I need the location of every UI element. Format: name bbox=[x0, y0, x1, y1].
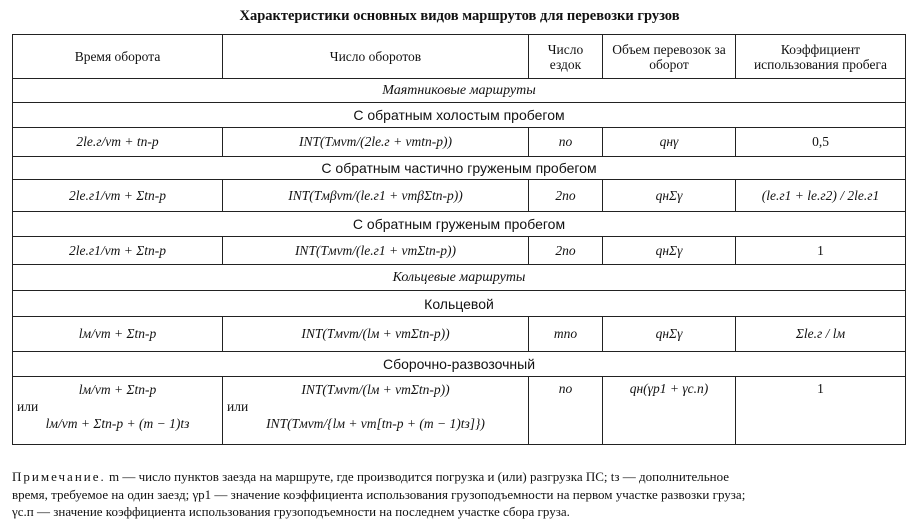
header-row bbox=[13, 35, 906, 79]
routes-table bbox=[12, 34, 906, 445]
cell-coef: (lе.г1 + lе.г2) / 2lе.г1 bbox=[736, 180, 906, 212]
cell-volume: qнγ bbox=[603, 128, 736, 157]
time-formula-1: lм/vт + Σtп-р bbox=[78, 382, 157, 397]
section-row bbox=[13, 352, 906, 377]
cell-coef: Σlе.г / lм bbox=[736, 317, 906, 352]
cell-coef: 1 bbox=[736, 237, 906, 265]
cell-volume: qнΣγ bbox=[603, 237, 736, 265]
section-row bbox=[13, 103, 906, 128]
note-lead: Примечание. bbox=[12, 469, 106, 484]
table-row bbox=[13, 180, 906, 212]
note-text-1: m — число пунктов заезда на маршруте, где производится погрузка и (или) разгрузка ПС; tз — дополнительное bbox=[109, 469, 730, 484]
table-row bbox=[13, 377, 906, 445]
section-collect: Сборочно-развозочный bbox=[13, 352, 906, 377]
cell-coef: 0,5 bbox=[736, 128, 906, 157]
cell-count bbox=[223, 377, 529, 445]
section-ring-routes: Кольцевые маршруты bbox=[13, 265, 906, 291]
cell-time: 2lе.г1/vт + Σtп-р bbox=[13, 237, 223, 265]
time-formula-2: lм/vт + Σtп-р + (m − 1)tз bbox=[45, 416, 190, 431]
cell-count: INT(Tмvт/(lе.г1 + vтΣtп-р)) bbox=[223, 237, 529, 265]
count-formula-2: INT(Tмvт/{lм + vт[tп-р + (m − 1)tз]}) bbox=[266, 416, 485, 431]
cell-time: lм/vт + Σtп-р bbox=[13, 317, 223, 352]
header-count: Число оборотов bbox=[223, 35, 529, 79]
section-loaded: С обратным груженым пробегом bbox=[13, 212, 906, 237]
section-row bbox=[13, 157, 906, 180]
cell-trips: mnо bbox=[529, 317, 603, 352]
table-row bbox=[13, 237, 906, 265]
cell-trips: nо bbox=[529, 377, 603, 445]
section-row bbox=[13, 79, 906, 103]
section-row bbox=[13, 265, 906, 291]
cell-volume: qнΣγ bbox=[603, 180, 736, 212]
section-partial: С обратным частично груженым пробегом bbox=[13, 157, 906, 180]
section-pendulum: Маятниковые маршруты bbox=[13, 79, 906, 103]
count-formula-1: INT(Tмvт/(lм + vтΣtп-р)) bbox=[301, 382, 450, 397]
note-line-1 bbox=[12, 468, 907, 486]
cell-count: INT(Tмβvт/(lе.г1 + vтβΣtп-р)) bbox=[223, 180, 529, 212]
section-row bbox=[13, 291, 906, 317]
cell-trips: nо bbox=[529, 128, 603, 157]
cell-time: 2lе.г1/vт + Σtп-р bbox=[13, 180, 223, 212]
or-label: или bbox=[227, 399, 249, 414]
cell-trips: 2nо bbox=[529, 237, 603, 265]
table-title: Характеристики основных видов маршрутов для перевозки грузов bbox=[239, 8, 680, 24]
cell-trips: 2nо bbox=[529, 180, 603, 212]
cell-count: INT(Tмvт/(lм + vтΣtп-р)) bbox=[223, 317, 529, 352]
section-idle: С обратным холостым пробегом bbox=[13, 103, 906, 128]
cell-count: INT(Tмvт/(2lе.г + vтtп-р)) bbox=[223, 128, 529, 157]
header-trips: Число ездок bbox=[529, 35, 603, 79]
section-ring: Кольцевой bbox=[13, 291, 906, 317]
note-line-3: γс.п — значение коэффициента использования грузоподъемности на последнем участке сбора груза. bbox=[12, 504, 570, 519]
header-coef: Коэффициент использования пробега bbox=[736, 35, 906, 79]
cell-coef: 1 bbox=[736, 377, 906, 445]
cell-volume: qнΣγ bbox=[603, 317, 736, 352]
header-volume: Объем перевозок за оборот bbox=[603, 35, 736, 79]
table-row bbox=[13, 128, 906, 157]
cell-time bbox=[13, 377, 223, 445]
note-line-2: время, требуемое на один заезд; γр1 — значение коэффициента использования грузоподъемности на первом участке развозки груза; bbox=[12, 486, 746, 502]
cell-time: 2lе.г/vт + tп-р bbox=[13, 128, 223, 157]
section-row bbox=[13, 212, 906, 237]
header-time: Время оборота bbox=[13, 35, 223, 79]
or-label: или bbox=[17, 399, 39, 414]
table-note bbox=[12, 468, 907, 521]
cell-volume: qн(γр1 + γс.п) bbox=[603, 377, 736, 445]
table-row bbox=[13, 317, 906, 352]
